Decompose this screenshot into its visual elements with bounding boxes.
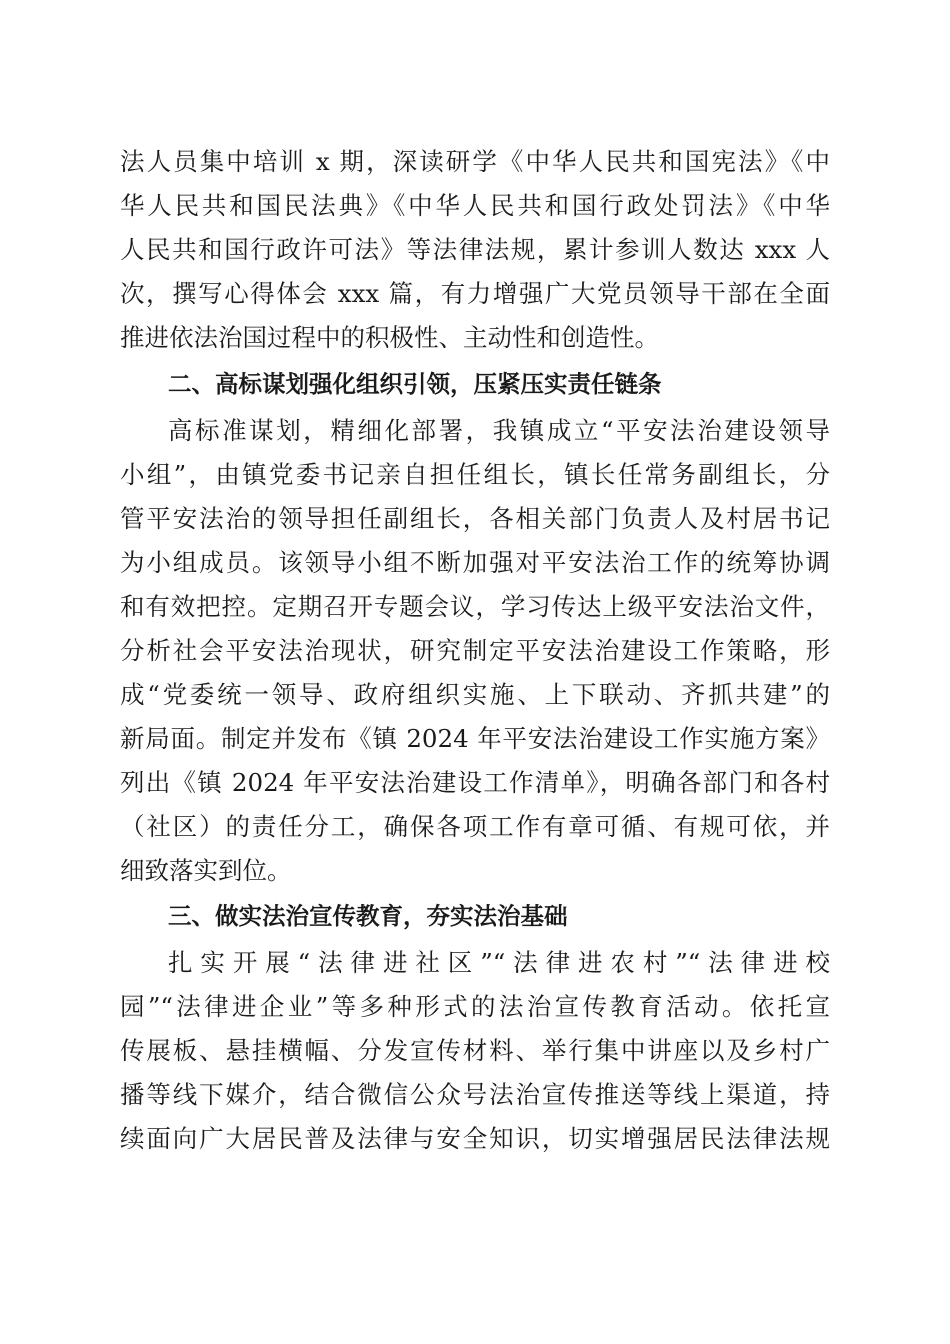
- text-line: 传展板、悬挂横幅、分发宣传材料、举行集中讲座以及乡村广: [120, 1036, 830, 1065]
- text-line: 管平安法治的领导担任副组长，各相关部门负责人及村居书记: [120, 504, 830, 533]
- text-line: 园”“法律进企业”等多种形式的法治宣传教育活动。依托宣: [120, 992, 830, 1021]
- text-line: 人民共和国行政许可法》等法律法规，累计参训人数达 xxx 人: [120, 235, 830, 264]
- text-line: 推进依法治国过程中的积极性、主动性和创造性。: [120, 323, 659, 352]
- text-line: 扎实开展“法律进社区”“法律进农村”“法律进校: [168, 948, 830, 977]
- paragraph-training: [120, 140, 830, 360]
- text-line: 细致落实到位。: [120, 856, 292, 885]
- text-line: 分析社会平安法治现状，研究制定平安法治建设工作策略，形: [120, 636, 830, 665]
- text-line: 法人员集中培训 x 期，深读研学《中华人民共和国宪法》《中: [120, 147, 830, 176]
- text-line: 高标准谋划，精细化部署，我镇成立“平安法治建设领导: [168, 416, 830, 445]
- text-line: 播等线下媒介，结合微信公众号法治宣传推送等线上渠道，持: [120, 1080, 830, 1109]
- text-line: 次，撰写心得体会 xxx 篇，有力增强广大党员领导干部在全面: [120, 279, 830, 308]
- text-line: 小组”，由镇党委书记亲自担任组长，镇长任常务副组长，分: [120, 460, 830, 489]
- paragraph-organization: [120, 409, 830, 893]
- text-line: 华人民共和国民法典》《中华人民共和国行政处罚法》《中华: [120, 191, 830, 220]
- text-line: 成“党委统一领导、政府组织实施、上下联动、齐抓共建”的: [120, 680, 830, 709]
- section-heading-2: 二、高标谋划强化组织引领，压紧压实责任链条: [168, 370, 662, 398]
- section-heading-3: 三、做实法治宣传教育，夯实法治基础: [168, 902, 568, 930]
- text-line: 续面向广大居民普及法律与安全知识，切实增强居民法律法规: [120, 1124, 830, 1153]
- text-line: 和有效把控。定期召开专题会议，学习传达上级平安法治文件，: [120, 592, 830, 621]
- text-line: （社区）的责任分工，确保各项工作有章可循、有规可依，并: [120, 812, 830, 841]
- text-line: 新局面。制定并发布《镇 2024 年平安法治建设工作实施方案》: [120, 724, 830, 753]
- paragraph-publicity: [120, 941, 830, 1161]
- text-line: 列出《镇 2024 年平安法治建设工作清单》，明确各部门和各村: [120, 768, 830, 797]
- text-line: 为小组成员。该领导小组不断加强对平安法治工作的统筹协调: [120, 548, 830, 577]
